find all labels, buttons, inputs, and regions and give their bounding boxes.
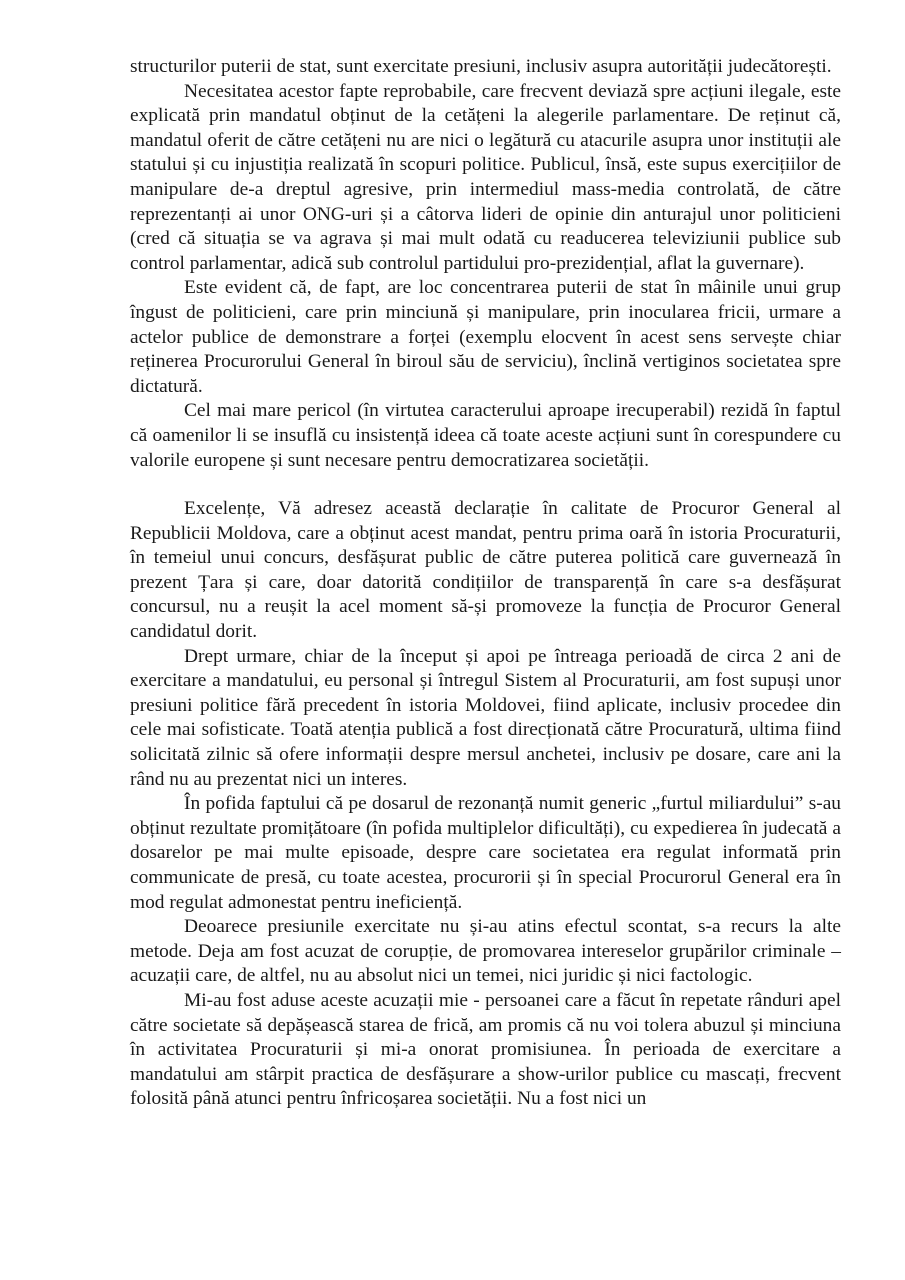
- paragraph-5: Excelențe, Vă adresez această declarație în calitate de Procuror General al Republicii Moldova, care a obținut acest mandat, pentru prima oară în istoria Procuraturii, în temeiul unui concurs, desfășurat public de către puterea politică care guvernează în prezent Țara și care, doar datorită condițiilor de transparență în care s-a desfășurat concursul, nu a reușit la acel moment să-și promoveze la funcția de Procuror General candidatul dorit.: [130, 498, 841, 643]
- paragraph-9: Mi-au fost aduse aceste acuzații mie - persoanei care a făcut în repetate rânduri apel către societate să depășească starea de frică, am promis că nu voi tolera abuzul și minciuna în activitatea Procuraturii și mi-a onorat promisiunea. În perioada de exercitare a mandatului am stârpit practica de desfășurare a show-urilor publice cu mascați, frecvent folosită până atunci pentru înfricoșarea societății. Nu a fost nici un: [130, 989, 841, 1110]
- paragraph-8: Deoarece presiunile exercitate nu și-au atins efectul scontat, s-a recurs la alte metode. Deja am fost acuzat de corupție, de promovarea intereselor grupărilor criminale – acuzații care, de altfel, nu au absolut nici un temei, nici juridic și nici factologic.: [130, 916, 841, 987]
- paragraph-4: Cel mai mare pericol (în virtutea caracterului aproape irecuperabil) rezidă în faptul că oamenilor li se insuflă cu insistență ideea că toate aceste acțiuni sunt în corespundere cu valorile europene și sunt necesare pentru democratizarea societății.: [130, 400, 841, 471]
- paragraph-2: Necesitatea acestor fapte reprobabile, care frecvent deviază spre acțiuni ilegale, este explicată prin mandatul obținut de la cetățeni la alegerile parlamentare. De reținut că, mandatul oferit de către cetățeni nu are nici o legătură cu atacurile asupra unor instituții ale statului și cu injustiția realizată în scopuri politice. Publicul, însă, este supus exercițiilor de manipulare de-a dreptul agresive, prin intermediul mass-media controlată, de către reprezentanți ai unor ONG-uri și a câtorva lideri de opinie din anturajul unor politicieni (cred că situația se va agrava și mai mult odată cu readucerea televiziunii publice sub control parlamentar, adică sub controlul partidului pro-prezidențial, aflat la guvernare).: [130, 80, 841, 274]
- paragraph-7: În pofida faptului că pe dosarul de rezonanță numit generic „furtul miliardului” s-au obținut rezultate promițătoare (în pofida multiplelor dificultăți), cu expedierea în judecată a dosarelor pe mai multe episoade, despre care societatea era regulat informată prin communicate de presă, cu toate acestea, procurorii și în special Procurorul General era în mod regulat admonestat pentru ineficiență.: [130, 793, 841, 913]
- document-body: [130, 55, 841, 1112]
- paragraph-3: Este evident că, de fapt, are loc concentrarea puterii de stat în mâinile unui grup îngust de politicieni, care prin minciună și manipulare, prin inocularea fricii, urmare a actelor publice de demonstrare a forței (exemplu elocvent în acest sens servește chiar reținerea Procurorului General în biroul său de serviciu), înclină vertiginos societatea spre dictatură.: [130, 277, 841, 397]
- paragraph-1: structurilor puterii de stat, sunt exercitate presiuni, inclusiv asupra autorității judecătorești.: [130, 56, 832, 77]
- paragraph-gap: [130, 473, 841, 497]
- paragraph-6: Drept urmare, chiar de la început și apoi pe întreaga perioadă de circa 2 ani de exercitare a mandatului, eu personal și întregul Sistem al Procuraturii, am fost supuși unor presiuni politice fără precedent în istoria Moldovei, fiind aplicate, inclusiv procedee din cele mai sofisticate. Toată atenția publică a fost direcționată către Procuratură, ultima fiind solicitată zilnic să ofere informații despre mersul anchetei, inclusiv pe dosare, care ani la rând nu au prezentat nici un interes.: [130, 645, 841, 790]
